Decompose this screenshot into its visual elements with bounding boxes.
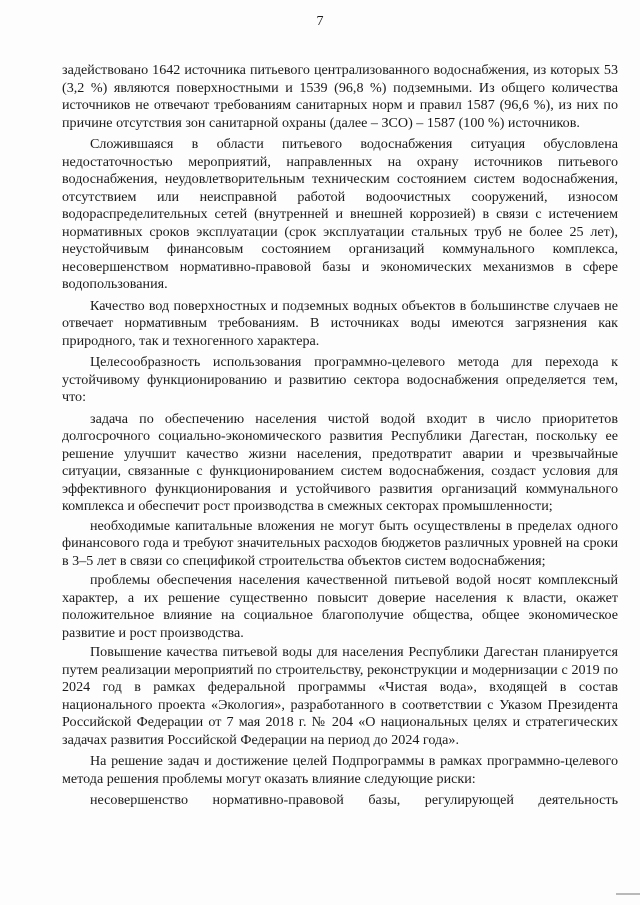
paragraph-risk-regulatory: несовершенство нормативно-правовой базы, регулирующей деятельность [90,792,618,808]
scan-edge-mark [616,893,640,895]
page-number: 7 [316,14,324,29]
paragraph-water-quality: Качество вод поверхностных и подземных водных объектов в большинстве случаев не отвечает нормативным требованиям. В источниках воды имеются загрязнения как природного, так и техногенного характера. [62,297,618,349]
paragraph-water-sources-count: задействовано 1642 источника питьевого централизованного водоснабжения, из которых 53 (3,2 %) являются поверхностными и 1539 (96,8 %) подземными. Из общего количества источников не отвечают требованиям санитарных норм и правил 1587 (96,6 %), из них по причине отсутствия зон санитарной охраны (далее – ЗСО) – 1587 (100 %) источников. [62,62,618,131]
list-item-priority-task: задача по обеспечению населения чистой водой входит в число приоритетов долгосрочного социально-экономического развития Республики Дагестан, поскольку ее решение улучшит качество жизни населения, предотвратит аварии и чрезвычайные ситуации, связанные с функционированием систем водоснабжения, создаст условия для эффективного функционирования и устойчивого развития организаций коммунального комплекса и обеспечит рост производства в смежных секторах промышленности; [62,410,618,514]
paragraph-program-method-rationale: Целесообразность использования программно-целевого метода для перехода к устойчивому функционированию и развитию сектора водоснабжения определяется тем, что: [62,354,618,405]
paragraph-clean-water-program: Повышение качества питьевой воды для населения Республики Дагестан планируется путем реализации мероприятий по строительству, реконструкции и модернизации с 2019 по 2024 год в рамках федеральной программы «Чистая вода», входящей в состав национального проекта «Экология», разработанного в соответствии с Указом Президента Российской Федерации от 7 мая 2018 г. № 204 «О национальных целях и стратегических задачах развития Российской Федерации на период до 2024 года». [62,644,618,748]
paragraph-risks-intro: На решение задач и достижение целей Подпрограммы в рамках программно-целевого метода решения проблемы могут оказать влияние следующие риски: [62,753,618,787]
paragraph-current-situation: Сложившаяся в области питьевого водоснабжения ситуация обусловлена недостаточностью мероприятий, направленных на охрану источников питьевого водоснабжения, неудовлетворительным техническим состоянием систем водоснабжения, отсутствием или неисправной работой водоочистных сооружений, износом водораспределительных сетей (внутренней и внешней коррозией) в связи с истечением нормативных сроков эксплуатации (срок эксплуатации стальных труб не более 25 лет), неустойчивым финансовым состоянием организаций коммунального комплекса, несовершенством нормативно-правовой базы и экономических механизмов в сфере водопользования. [62,136,618,292]
document-body [62,62,618,814]
list-item-capital-investments: необходимые капитальные вложения не могут быть осуществлены в пределах одного финансового года и требуют значительных расходов бюджетов различных уровней на сроки в 3–5 лет в связи со спецификой строительства объектов систем водоснабжения; [62,517,618,569]
list-item-complex-problems: проблемы обеспечения населения качественной питьевой водой носят комплексный характер, а их решение существенно повысит доверие населения к власти, окажет положительное влияние на социальное благополучие общества, общее экономическое развитие и рост производства. [62,572,618,641]
